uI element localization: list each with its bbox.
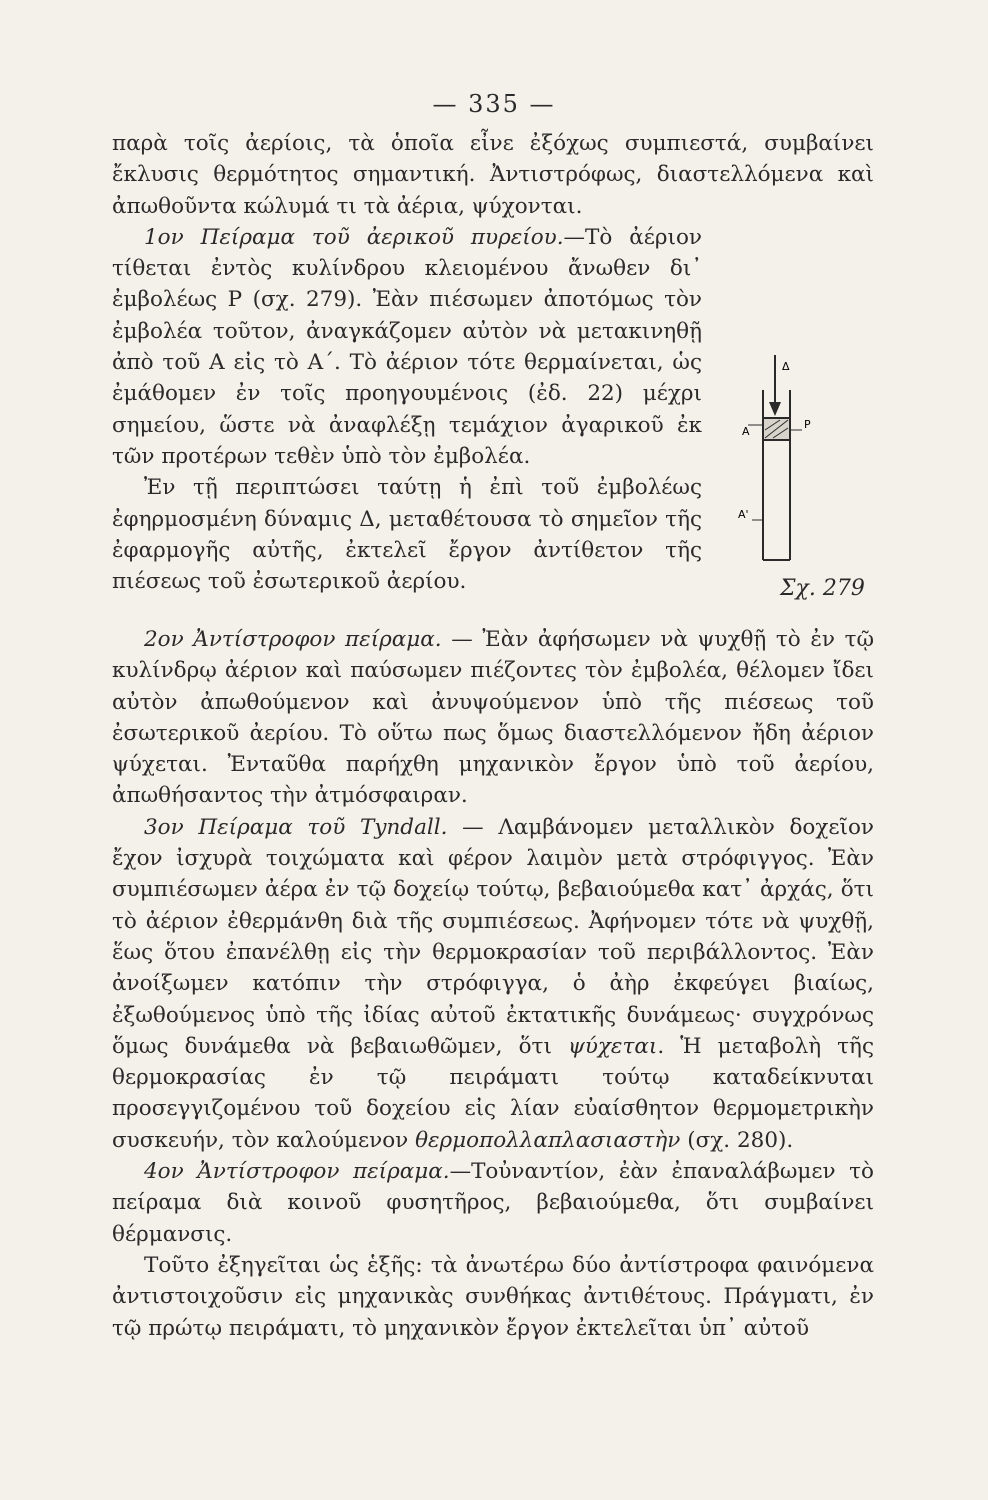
piston-cylinder-diagram: [738, 350, 873, 580]
experiment-3-text-b: . Ἡ μεταβολὴ τῆς θερμοκρασίας ἐν τῷ πειράματι τούτῳ καταδείκνυται προσεγγιζομένου τοῦ δοχείου εἰς λίαν εὐαίσθητον θερμομετρικὴν συσκευήν, τὸν καλούμενον: [112, 1033, 874, 1153]
lower-text-block: [112, 624, 874, 1344]
paragraph-experiment-3: [112, 812, 874, 1156]
experiment-2-heading: 2ον Ἀντίστροφον πείραμα.: [144, 627, 442, 652]
experiment-4-text: —Τοὐναντίον, ἐὰν ἐπαναλάβωμεν τὸ πείραμα διὰ κοινοῦ φυσητῆρος, βεβαιούμεθα, ὅτι συμβαίνει θέρμανσις.: [112, 1159, 874, 1247]
paragraph-experiment-2: [112, 624, 874, 812]
experiment-3-text-c: (σχ. 280).: [680, 1127, 794, 1153]
page-number: — 335 —: [432, 90, 556, 118]
experiment-3-text-a: — Λαμβάνομεν μεταλλικὸν δοχεῖον ἔχον ἰσχυρὰ τοιχώματα καὶ φέρον λαιμὸν μετὰ στρόφιγγος. Ἐὰν συμπιέσωμεν ἀέρα ἐν τῷ δοχείῳ τούτῳ, βεβαιούμεθα κατ᾽ ἀρχάς, ὅτι τὸ ἀέριον ἐθερμάνθη διὰ τῆς συμπιέσεως. Ἀφήνομεν τότε νὰ ψυχθῇ, ἕως ὅτου ἐπανέλθῃ εἰς τὴν θερμοκρασίαν τοῦ περιβάλλοντος. Ἐὰν ἀνοίξωμεν κατόπιν τὴν στρόφιγγα, ὁ ἀὴρ ἐκφεύγει βιαίως, ἐξωθούμενος ὑπὸ τῆς ἰδίας αὐτοῦ ἐκτατικῆς δυνάμεως· συγχρόνως ὅμως δυνάμεθα νὰ βεβαιωθῶμεν, ὅτι: [112, 814, 874, 1059]
experiment-4-heading: 4ον Ἀντίστροφον πείραμα.: [144, 1159, 450, 1185]
label-P: P: [804, 418, 811, 431]
label-delta: Δ: [782, 360, 790, 373]
paragraph-experiment-1: [112, 222, 702, 472]
experiment-1-text: —Τὸ ἀέριον τίθεται ἐντὸς κυλίνδρου κλειομένου ἄνωθεν δι᾽ ἐμβολέως P (σχ. 279). Ἐὰν πιέσωμεν ἀποτόμως τὸν ἐμβολέα τοῦτον, ἀναγκάζομεν αὐτὸν νὰ μετακινηθῇ ἀπὸ τοῦ A εἰς τὸ A΄. Τὸ ἀέριον τότε θερμαίνεται, ὡς ἐμάθομεν ἐν τοῖς προηγουμένοις (ἐδ. 22) μέχρι σημείου, ὥστε νὰ ἀναφλέξῃ τεμάχιον ἀγαρικοῦ ἐκ τῶν προτέρων τεθὲν ὑπὸ τὸν ἐμβολέα.: [112, 224, 702, 469]
figure-279: [738, 350, 873, 610]
paragraph-force-work: Ἐν τῇ περιπτώσει ταύτῃ ἡ ἐπὶ τοῦ ἐμβολέως ἐφηρμοσμένη δύναμις Δ, μεταθέτουσα τὸ σημεῖον τῆς ἐφαρμογῆς αὐτῆς, ἐκτελεῖ ἔργον ἀντίθετον τῆς πιέσεως τοῦ ἐσωτερικοῦ ἀερίου.: [112, 475, 702, 595]
experiment-2-text: — Ἐὰν ἀφήσωμεν νὰ ψυχθῇ τὸ ἐν τῷ κυλίνδρῳ ἀέριον καὶ παύσωμεν πιέζοντες τὸν ἐμβολέα, θέλομεν ἴδει αὐτὸν ἀπωθούμενον καὶ ἀνυψούμενον ὑπὸ τῆς πιέσεως τοῦ ἐσωτερικοῦ ἀερίου. Τὸ οὕτω πως ὅμως διαστελλόμενον ἤδη ἀέριον ψύχεται. Ἐνταῦθα παρήχθη μηχανικὸν ἔργον ὑπὸ τοῦ ἀερίου, ἀπωθήσαντος τὴν ἀτμόσφαιραν.: [112, 627, 874, 809]
experiment-3-heading: 3ον Πείραμα τοῦ Tyndall.: [144, 814, 448, 840]
figure-caption: Σχ. 279: [780, 576, 865, 601]
experiment-1-heading: 1ον Πείραμα τοῦ ἀερικοῦ πυρείου.: [144, 224, 564, 250]
label-A: A: [742, 425, 750, 438]
label-A-prime: A': [738, 508, 749, 521]
paragraph-explanation: Τοῦτο ἐξηγεῖται ὡς ἑξῆς: τὰ ἀνωτέρω δύο ἀντίστροφα φαινόμενα ἀντιστοιχοῦσιν εἰς μηχανικὰς συνθήκας ἀντιθέτους. Πράγματι, ἐν τῷ πρώτῳ πειράματι, τὸ μηχανικὸν ἔργον ἐκτελεῖται ὑπ᾽ αὐτοῦ: [112, 1252, 874, 1341]
force-arrow-head: [769, 402, 781, 416]
experiment-3-emphasis-cools: ψύχεται: [567, 1033, 658, 1059]
experiment-3-emphasis-thermomultiplier: θερμοπολλαπλασιαστὴν: [415, 1127, 681, 1153]
paragraph-intro: παρὰ τοῖς ἀερίοις, τὰ ὁποῖα εἶνε ἐξόχως συμπιεστά, συμβαίνει ἔκλυσις θερμότητος σημαντική. Ἀντιστρόφως, διαστελλόμενα καὶ ἀπωθοῦντα κώλυμά τι τὰ ἀέρια, ψύχονται.: [112, 131, 874, 219]
paragraph-experiment-4: [112, 1156, 874, 1250]
